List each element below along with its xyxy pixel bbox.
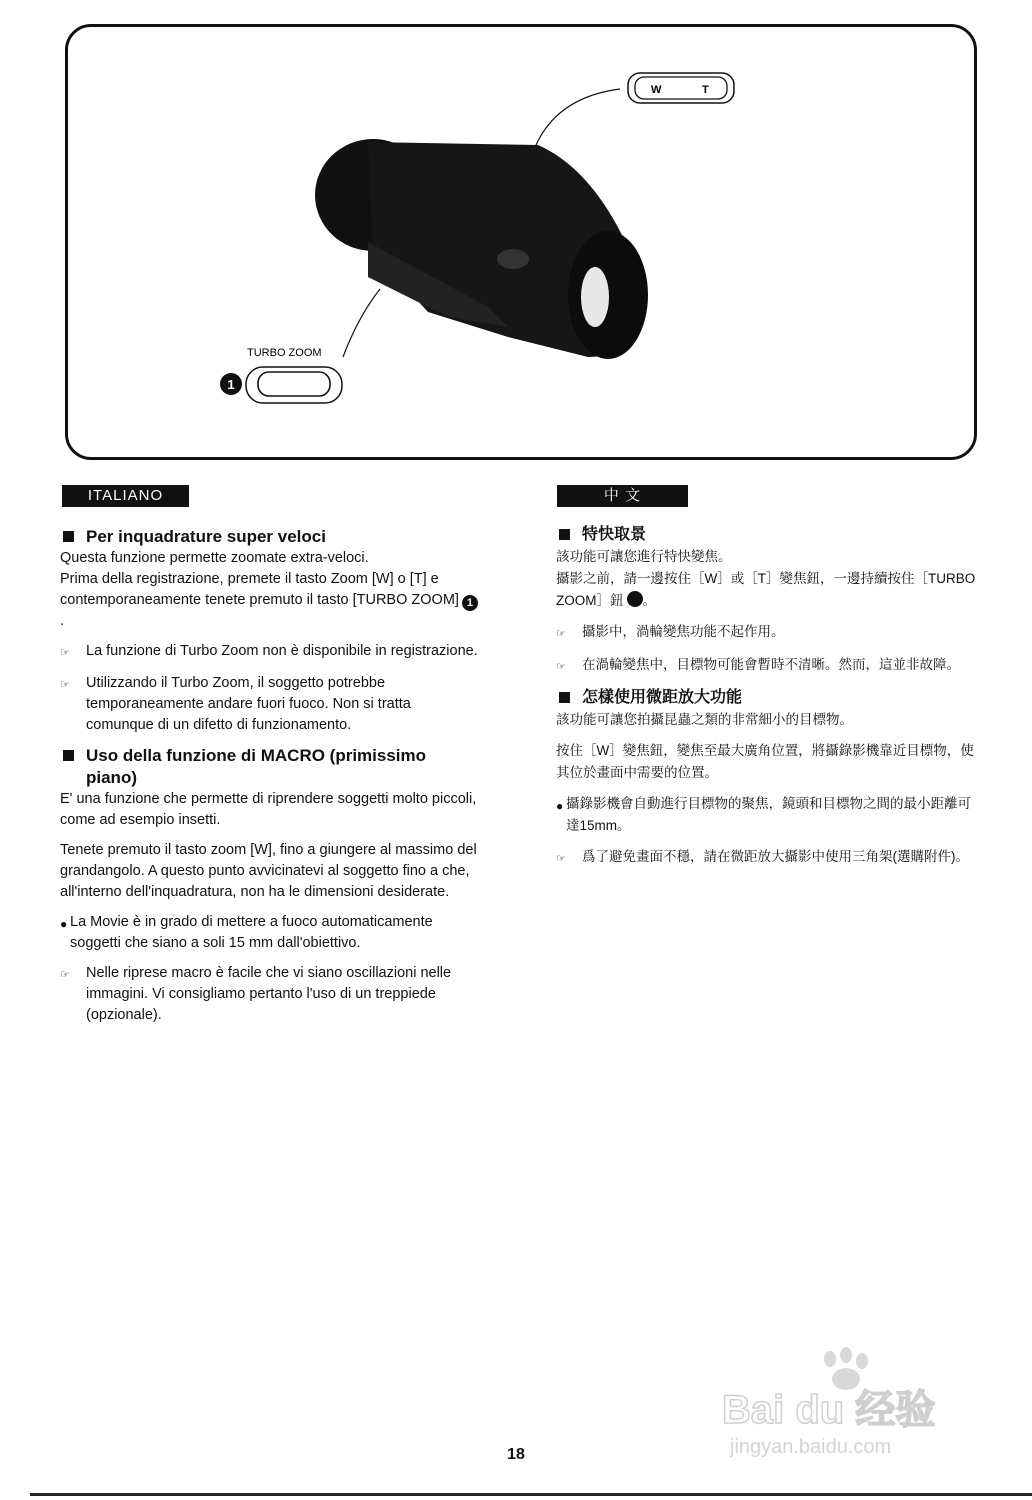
baidu-jingyan-watermark xyxy=(720,1345,980,1465)
bullet-item: ● La Movie è in grado di mettere a fuoco automaticamente soggetti che siano a soli 15 mm dall'obiettivo. xyxy=(60,912,480,954)
section-title-turbo-zh: 特快取景 xyxy=(556,524,982,546)
camera-illustration-box xyxy=(65,24,977,460)
pointing-hand-icon: ☞ xyxy=(60,647,70,659)
wt-label-t: T xyxy=(702,84,709,96)
square-bullet-icon xyxy=(63,750,74,761)
camcorder-illustration xyxy=(68,27,980,463)
circled-number-1-icon xyxy=(627,591,643,607)
dot-bullet-icon: ● xyxy=(60,917,68,931)
paragraph: Questa funzione permette zoomate extra-veloci. xyxy=(60,550,369,566)
page-number: 18 xyxy=(507,1446,525,1463)
camera-viewfinder-window xyxy=(581,267,609,327)
callout-number-1-label: 1 xyxy=(227,377,235,392)
paragraph: E' una funzione che permette di riprendere soggetti molto piccoli, come ad esempio insetti. xyxy=(60,791,477,828)
pointing-hand-icon: ☞ xyxy=(60,969,70,981)
pointing-hand-icon: ☞ xyxy=(556,853,566,865)
section-title-macro-zh: 怎樣使用微距放大功能 xyxy=(556,687,982,709)
note-item: ☞ Nelle riprese macro è facile che vi siano oscillazioni nelle immagini. Vi consigliamo pertanto l'uso di un treppiede (opzionale). xyxy=(60,963,480,1026)
wt-callout-line xyxy=(536,89,620,145)
square-bullet-icon xyxy=(559,529,570,540)
camera-dial xyxy=(497,249,529,269)
paragraph: 攝影之前，請一邊按住［W］或［T］變焦鈕，一邊持續按住［TURBO ZOOM］鈕 。 xyxy=(556,571,976,608)
italian-column xyxy=(60,526,480,1026)
note-item: ☞ 爲了避免畫面不穩，請在微距放大攝影中使用三角架(選購附件)。 xyxy=(556,846,982,870)
section-title-turbo: Per inquadrature super veloci xyxy=(60,526,480,548)
watermark-url: jingyan.baidu.com xyxy=(730,1436,892,1458)
pointing-hand-icon: ☞ xyxy=(60,679,70,691)
pointing-hand-icon: ☞ xyxy=(556,661,566,673)
note-item: ☞ Utilizzando il Turbo Zoom, il soggetto potrebbe temporaneamente andare fuori fuoco. Non si tratta comunque di un difetto di funzionamento. xyxy=(60,673,480,736)
bullet-item: ● 攝錄影機會自動進行目標物的聚焦，鏡頭和目標物之間的最小距離可達15mm。 xyxy=(556,793,982,837)
pointing-hand-icon: ☞ xyxy=(556,628,566,640)
note-item: ☞ 攝影中，渦輪變焦功能不起作用。 xyxy=(556,621,982,645)
italiano-tag: ITALIANO xyxy=(62,485,189,507)
section-title-macro: Uso della funzione di MACRO (primissimo piano) xyxy=(60,745,480,789)
turbo-zoom-button xyxy=(258,372,330,396)
circled-number-1-icon: 1 xyxy=(462,595,478,611)
paragraph: 按住［W］變焦鈕，變焦至最大廣角位置，將攝錄影機靠近目標物，使其位於畫面中需要的位置。 xyxy=(556,743,974,780)
chinese-tag: 中 文 xyxy=(557,485,688,507)
wt-lever-inner xyxy=(635,77,727,99)
square-bullet-icon xyxy=(63,531,74,542)
note-item: ☞ 在渦輪變焦中，目標物可能會暫時不清晰。然而，這並非故障。 xyxy=(556,654,982,678)
turbo-zoom-callout-line xyxy=(343,289,380,357)
turbo-zoom-label: TURBO ZOOM xyxy=(247,347,322,359)
watermark-brand: Bai du 经验 xyxy=(722,1388,936,1432)
chinese-column xyxy=(556,524,982,870)
paragraph: Tenete premuto il tasto zoom [W], fino a giungere al massimo del grandangolo. A questo punto avvicinatevi al soggetto fino a che, all'interno dell'inquadratura, non ha le dimensioni desiderate. xyxy=(60,842,477,900)
dot-bullet-icon: ● xyxy=(556,799,564,813)
paw-icon xyxy=(824,1347,868,1390)
paragraph: Prima della registrazione, premete il tasto Zoom [W] o [T] e contemporaneamente tenete premuto il tasto [TURBO ZOOM] 1. xyxy=(60,569,480,632)
square-bullet-icon xyxy=(559,692,570,703)
paragraph: 該功能可讓您拍攝昆蟲之類的非常細小的目標物。 xyxy=(556,712,853,727)
bottom-rule xyxy=(30,1493,1032,1496)
paragraph: 該功能可讓您進行特快變焦。 xyxy=(556,549,732,564)
wt-label-w: W xyxy=(651,84,662,96)
note-item: ☞ La funzione di Turbo Zoom non è disponibile in registrazione. xyxy=(60,641,480,664)
